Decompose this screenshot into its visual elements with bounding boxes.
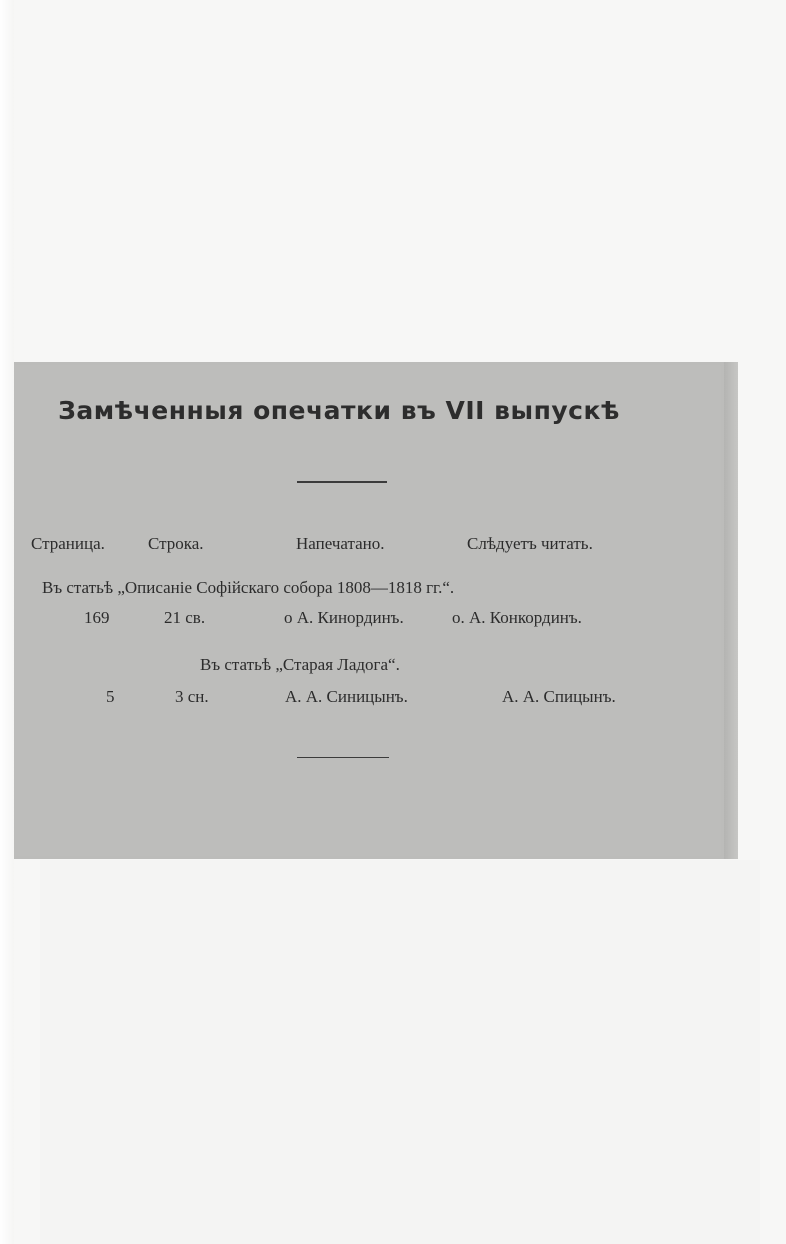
- row-line-number: 3 сн.: [175, 687, 209, 706]
- title-rule: [297, 481, 387, 483]
- header-printed: Напечатано.: [296, 534, 385, 553]
- row-line-number: 21 св.: [164, 608, 206, 627]
- section-heading: Въ статьѣ „Описаніе Софійскаго собора 1808—1818 гг.“.: [42, 578, 455, 597]
- errata-title: Замѣченныя опечатки въ VII выпускѣ: [58, 396, 620, 425]
- blank-page-area: [40, 860, 760, 1244]
- row-correct-text: о. А. Конкординъ.: [452, 608, 582, 627]
- page-margin: [0, 0, 14, 1244]
- row-page-number: 5: [106, 687, 115, 706]
- errata-sheet: [14, 362, 738, 859]
- row-printed-text: А. А. Синицынъ.: [285, 687, 408, 706]
- sheet-edge: [724, 362, 738, 859]
- section-heading: Въ статьѣ „Старая Ладога“.: [200, 655, 400, 674]
- header-correct: Слѣдуетъ читать.: [467, 534, 593, 553]
- header-line: Строка.: [148, 534, 204, 553]
- row-correct-text: А. А. Спицынъ.: [502, 687, 616, 706]
- row-page-number: 169: [84, 608, 110, 627]
- header-page: Страница.: [31, 534, 105, 553]
- closing-rule: [297, 757, 389, 758]
- row-printed-text: о А. Кинординъ.: [284, 608, 404, 627]
